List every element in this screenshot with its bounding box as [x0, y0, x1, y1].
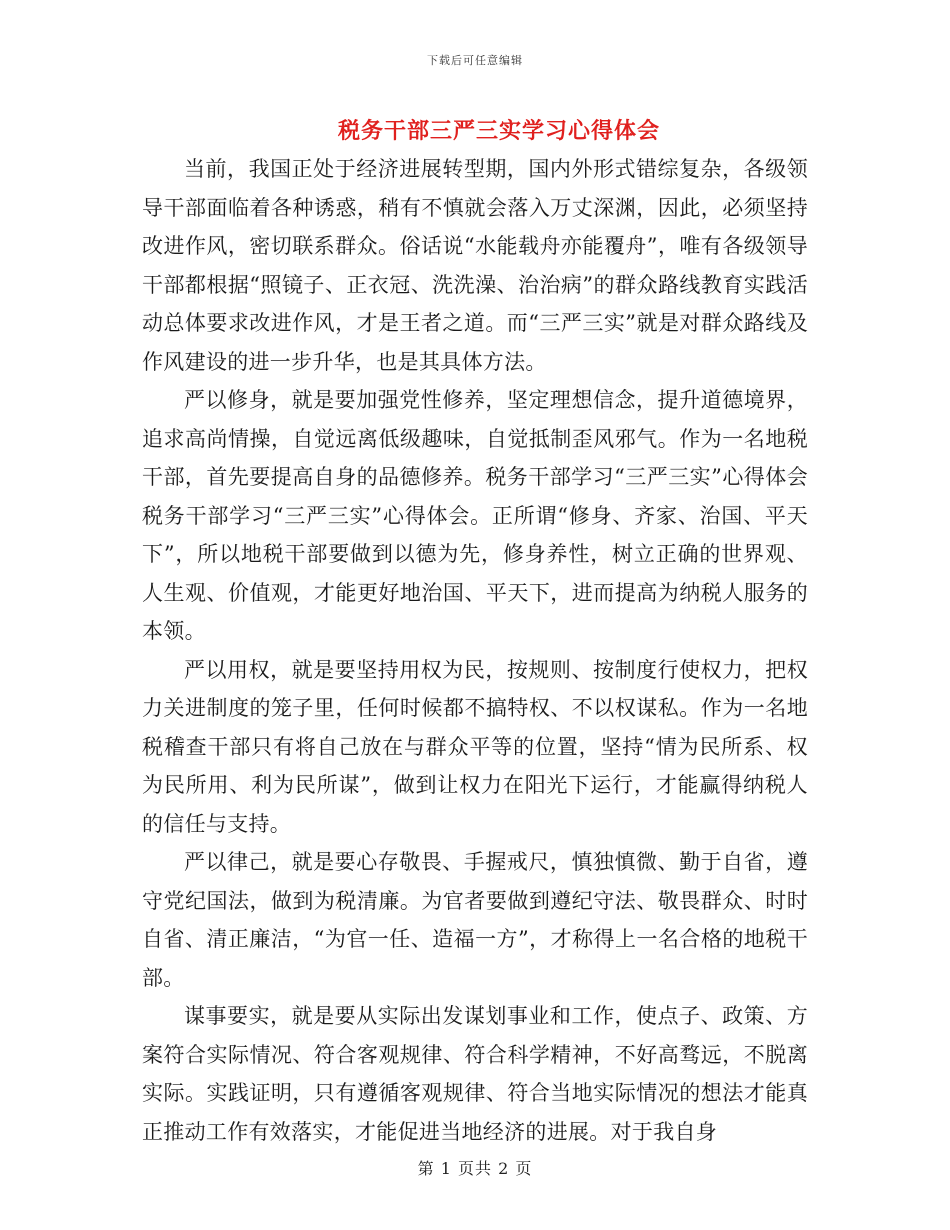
- document-body: [142, 150, 808, 1151]
- paragraph: 严以用权，就是要坚持用权为民，按规则、按制度行使权力，把权力关进制度的笼子里，任何时候都不搞特权、不以权谋私。作为一名地税稽查干部只有将自己放在与群众平等的位置，坚持“情为民所系、权为民所用、利为民所谋”，做到让权力在阳光下运行，才能赢得纳税人的信任与支持。: [142, 657, 808, 836]
- document-title: 税务干部三严三实学习心得体会: [337, 118, 660, 144]
- paragraph: 严以律己，就是要心存敬畏、手握戒尺，慎独慎微、勤于自省，遵守党纪国法，做到为税清廉。为官者要做到遵纪守法、敬畏群众、时时自省、清正廉洁，“为官一任、造福一方”，才称得上一名合格的地税干部。: [142, 850, 808, 990]
- paragraph: 当前，我国正处于经济进展转型期，国内外形式错综复杂，各级领导干部面临着各种诱惑，稍有不慎就会落入万丈深渊，因此，必须坚持改进作风，密切联系群众。俗话说“水能载舟亦能覆舟”，唯有各级领导干部都根据“照镜子、正衣冠、洗洗澡、治治病”的群众路线教育实践活动总体要求改进作风，才是王者之道。而“三严三实”就是对群众路线及作风建设的进一步升华，也是其具体方法。: [142, 157, 808, 374]
- header-note: 下载后可任意编辑: [427, 54, 523, 67]
- paragraph: 谋事要实，就是要从实际出发谋划事业和工作，使点子、政策、方案符合实际情况、符合客观规律、符合科学精神，不好高骛远，不脱离实际。实践证明，只有遵循客观规律、符合当地实际情况的想法才能真正推动工作有效落实，才能促进当地经济的进展。对于我自身: [142, 1004, 808, 1144]
- page-number-footer: 第 1 页共 2 页: [417, 1159, 533, 1178]
- paragraph: 严以修身，就是要加强党性修养，坚定理想信念，提升道德境界，追求高尚情操，自觉远离低级趣味，自觉抵制歪风邪气。作为一名地税干部，首先要提高自身的品德修养。税务干部学习“三严三实”心得体会税务干部学习“三严三实”心得体会。正所谓“修身、齐家、治国、平天下”，所以地税干部要做到以德为先，修身养性，树立正确的世界观、人生观、价值观，才能更好地治国、平天下，进而提高为纳税人服务的本领。: [142, 388, 808, 643]
